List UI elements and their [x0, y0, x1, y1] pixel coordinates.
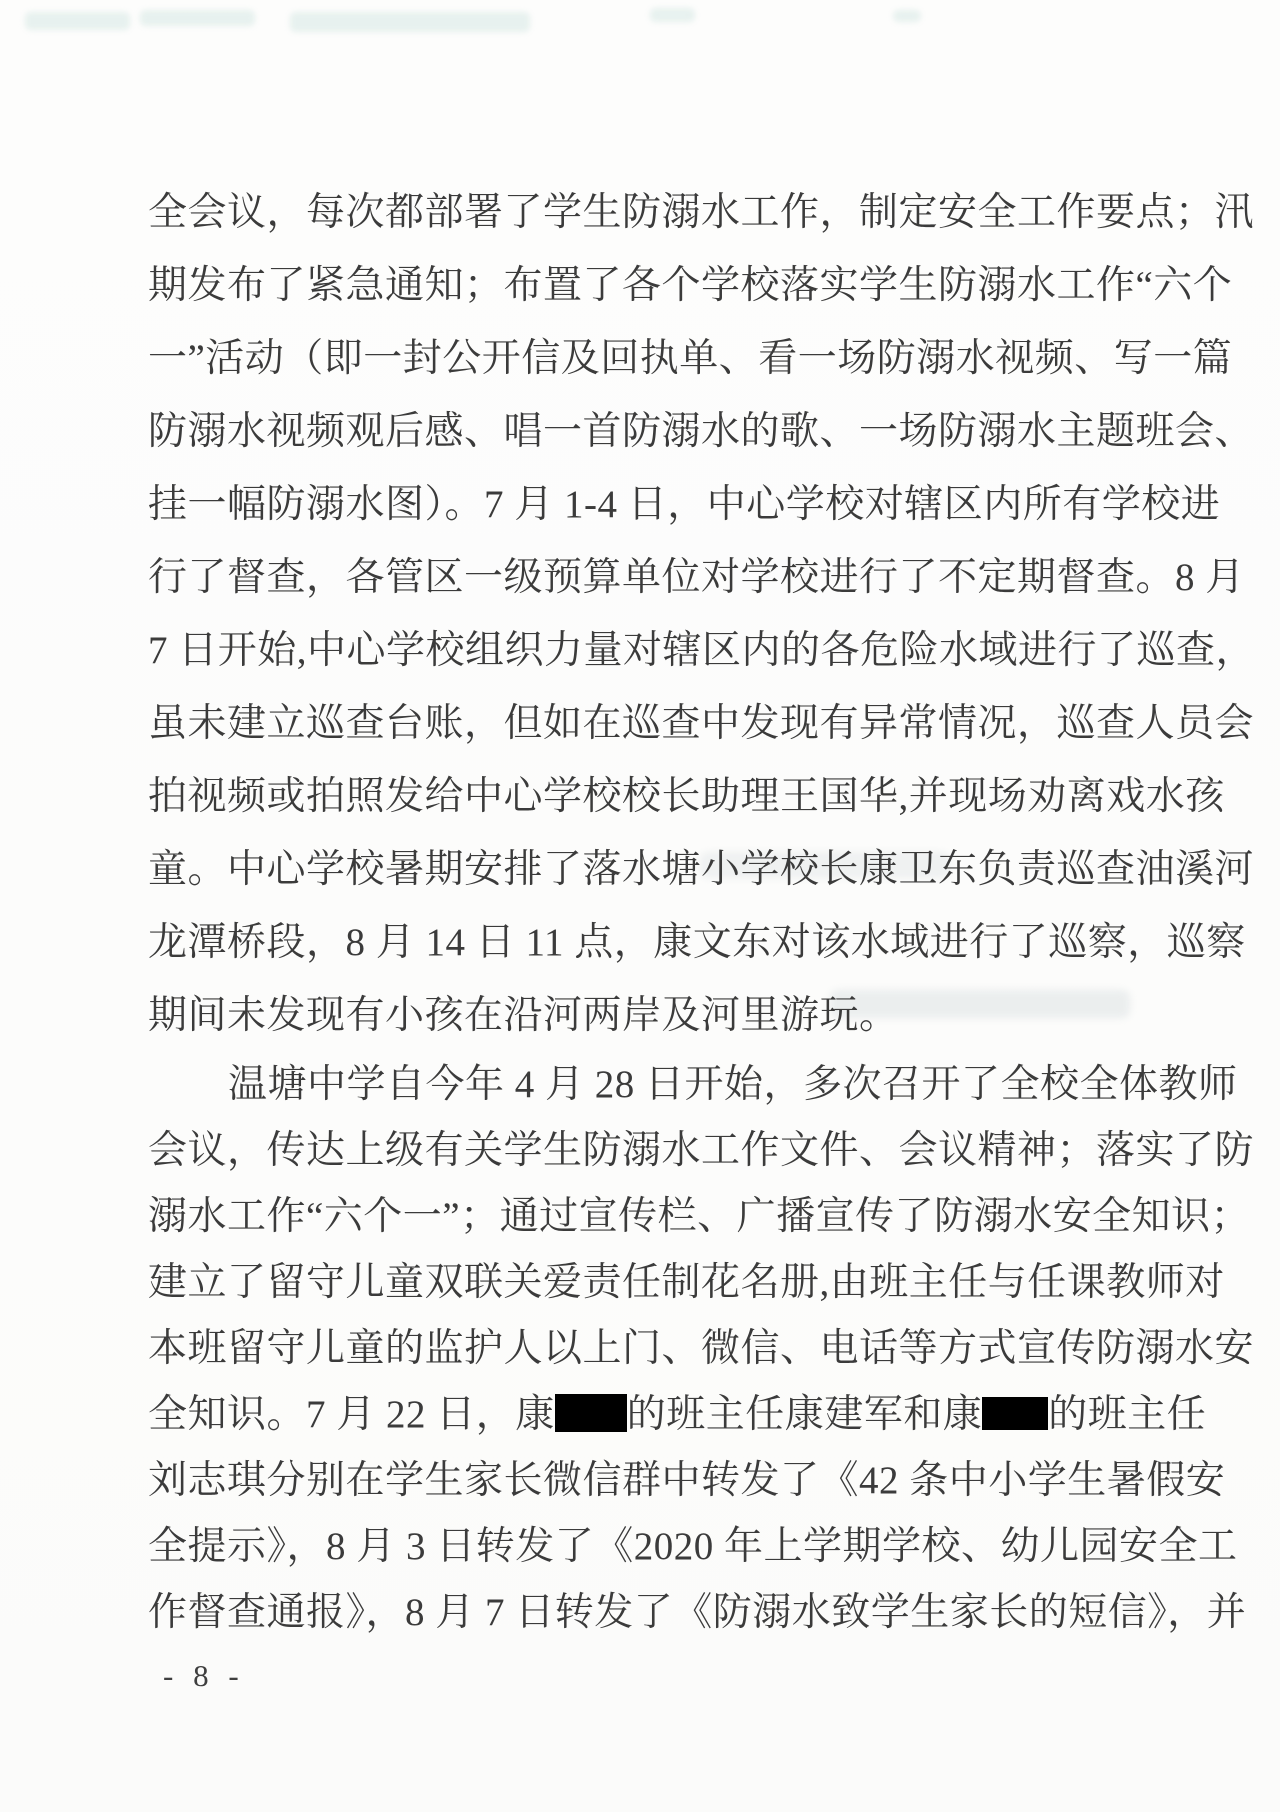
redaction-box — [555, 1394, 627, 1432]
text-line: 一”活动（即一封公开信及回执单、看一场防溺水视频、写一篇 — [148, 337, 1233, 380]
text-line: 全提示》，8 月 3 日转发了《2020 年上学期学校、幼儿园安全工 — [148, 1525, 1238, 1568]
text-segment: 的班主任康建军和康 — [626, 1393, 983, 1436]
scan-smudge — [25, 12, 130, 30]
text-line: 期发布了紧急通知；布置了各个学校落实学生防溺水工作“六个 — [148, 264, 1233, 307]
scan-smudge — [893, 10, 921, 22]
redaction-box — [982, 1397, 1048, 1430]
paragraph-1 — [148, 176, 1256, 1052]
text-line: 行了督查，各管区一级预算单位对学校进行了不定期督查。8 月 — [148, 556, 1245, 599]
text-line: 溺水工作“六个一”；通过宣传栏、广播宣传了防溺水安全知识； — [148, 1195, 1251, 1238]
text-segment: 全知识。7 月 22 日，康 — [148, 1393, 555, 1436]
text-line: 作督查通报》，8 月 7 日转发了《防溺水致学生家长的短信》，并 — [148, 1591, 1247, 1634]
text-line: 童。中心学校暑期安排了落水塘小学校长康卫东负责巡查油溪河 — [148, 848, 1255, 891]
text-line: 挂一幅防溺水图）。7 月 1-4 日，中心学校对辖区内所有学校进 — [148, 483, 1221, 526]
text-line: 拍视频或拍照发给中心学校校长助理王国华,并现场劝离戏水孩 — [148, 775, 1225, 818]
text-line: 7 日开始,中心学校组织力量对辖区内的各危险水域进行了巡查， — [148, 629, 1256, 672]
text-line: 会议，传达上级有关学生防溺水工作文件、会议精神；落实了防 — [148, 1129, 1255, 1172]
text-line: 本班留守儿童的监护人以上门、微信、电话等方式宣传防溺水安 — [148, 1327, 1255, 1370]
text-segment: 的班主任 — [1048, 1393, 1207, 1436]
scan-smudge — [290, 12, 530, 32]
paragraph-2 — [148, 1052, 1255, 1646]
page-number: - 8 - — [163, 1658, 245, 1693]
text-line: 虽未建立巡查台账，但如在巡查中发现有异常情况，巡查人员会 — [148, 702, 1255, 745]
text-line: 全会议，每次都部署了学生防溺水工作，制定安全工作要点；汛 — [148, 191, 1255, 234]
text-line: 防溺水视频观后感、唱一首防溺水的歌、一场防溺水主题班会、 — [148, 410, 1255, 453]
text-line: 温塘中学自今年 4 月 28 日开始，多次召开了全校全体教师 — [228, 1063, 1238, 1106]
text-line: 建立了留守儿童双联关爱责任制花名册,由班主任与任课教师对 — [148, 1261, 1225, 1304]
scan-smudge — [650, 8, 695, 22]
scan-smudge — [140, 10, 255, 26]
text-line: 龙潭桥段，8 月 14 日 11 点，康文东对该水域进行了巡察，巡察 — [148, 921, 1246, 964]
text-line: 期间未发现有小孩在沿河两岸及河里游玩。 — [148, 994, 899, 1037]
text-line-redacted — [148, 1382, 1207, 1448]
text-line: 刘志琪分别在学生家长微信群中转发了《42 条中小学生暑假安 — [148, 1459, 1226, 1502]
